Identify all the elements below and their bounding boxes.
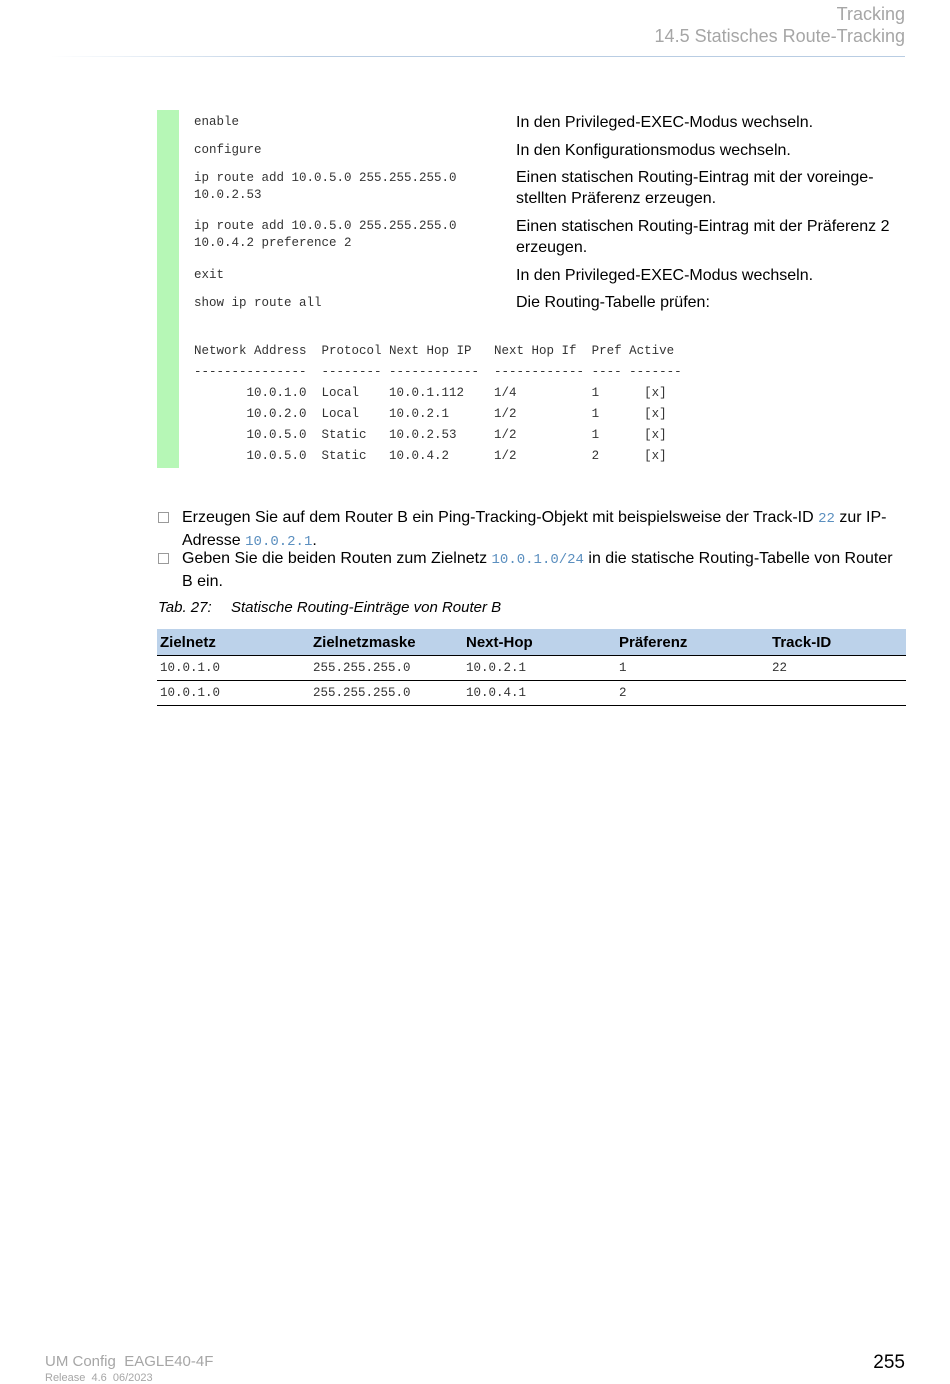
- checkbox-icon: [158, 512, 169, 523]
- output-row: 10.0.2.0 Local 10.0.2.1 1/2 1 [x]: [194, 407, 667, 421]
- command-enable: enable: [194, 115, 240, 129]
- table-cell: 10.0.2.1: [463, 656, 616, 681]
- step-text: .: [312, 532, 317, 549]
- table-cell: 10.0.1.0: [157, 656, 310, 681]
- inline-code: 10.0.1.0/24: [491, 552, 584, 568]
- output-row: 10.0.5.0 Static 10.0.2.53 1/2 1 [x]: [194, 428, 667, 442]
- output-separator: --------------- -------- ------------ ------------ ---- -------: [194, 365, 682, 379]
- table-cell: [769, 681, 906, 706]
- column-header: Track-ID: [769, 629, 906, 656]
- table-caption-number: Tab. 27:: [158, 599, 212, 616]
- command-description: In den Konfigurationsmodus wechseln.: [516, 142, 791, 159]
- routing-table: [157, 629, 906, 706]
- inline-code: 10.0.2.1: [245, 534, 313, 550]
- header-section: 14.5 Statisches Route-Tracking: [654, 26, 905, 46]
- table-cell: 255.255.255.0: [310, 681, 463, 706]
- table-row: [157, 681, 906, 706]
- header-divider: [50, 56, 905, 57]
- table-cell: 10.0.1.0: [157, 681, 310, 706]
- table-cell: 255.255.255.0: [310, 656, 463, 681]
- command-description: Die Routing-Tabelle prüfen:: [516, 294, 710, 311]
- header-chapter: Tracking: [836, 4, 905, 24]
- command-ip-route-default: ip route add 10.0.5.0 255.255.255.0 10.0.2.53: [194, 171, 457, 202]
- command-description: Einen statischen Routing-Eintrag mit der Präferenz 2 erzeugen.: [516, 218, 890, 256]
- output-row: 10.0.5.0 Static 10.0.4.2 1/2 2 [x]: [194, 449, 667, 463]
- command-block-marker: [157, 110, 179, 468]
- command-ip-route-preference: ip route add 10.0.5.0 255.255.255.0 10.0.4.2 preference 2: [194, 219, 457, 250]
- command-exit: exit: [194, 268, 225, 282]
- table-cell: 1: [616, 656, 769, 681]
- step-text: Geben Sie die beiden Routen zum Zielnetz: [182, 550, 492, 567]
- column-header: Zielnetzmaske: [310, 629, 463, 656]
- step-text: in die statische Routing-Tabelle von Router B ein.: [182, 550, 893, 590]
- step-item: [158, 507, 906, 553]
- command-description: Einen statischen Routing-Eintrag mit der voreinge-stellten Präferenz erzeugen.: [516, 169, 874, 207]
- table-header-row: [157, 629, 906, 656]
- table-caption: [158, 599, 501, 616]
- step-item: [158, 548, 906, 592]
- page-number: 255: [873, 1352, 905, 1373]
- footer-release: Release 4.6 06/2023: [45, 1372, 153, 1384]
- step-text: zur IP-Adresse: [182, 509, 887, 549]
- table-cell: 2: [616, 681, 769, 706]
- table-caption-text: Statische Routing-Einträge von Router B: [231, 599, 502, 616]
- table-row: [157, 656, 906, 681]
- checkbox-icon: [158, 553, 169, 564]
- column-header: Präferenz: [616, 629, 769, 656]
- command-configure: configure: [194, 143, 262, 157]
- command-show-ip-route: show ip route all: [194, 296, 322, 310]
- inline-code: 22: [818, 511, 835, 527]
- footer-document-title: UM Config EAGLE40-4F: [45, 1353, 214, 1370]
- column-header: Zielnetz: [157, 629, 310, 656]
- command-description: In den Privileged-EXEC-Modus wechseln.: [516, 267, 814, 284]
- table-cell: 10.0.4.1: [463, 681, 616, 706]
- column-header: Next-Hop: [463, 629, 616, 656]
- output-header: Network Address Protocol Next Hop IP Next Hop If Pref Active: [194, 344, 675, 358]
- table-cell: 22: [769, 656, 906, 681]
- step-text: Erzeugen Sie auf dem Router B ein Ping-Tracking-Objekt mit beispielsweise der Track-ID: [182, 509, 819, 526]
- command-description: In den Privileged-EXEC-Modus wechseln.: [516, 114, 814, 131]
- output-row: 10.0.1.0 Local 10.0.1.112 1/4 1 [x]: [194, 386, 667, 400]
